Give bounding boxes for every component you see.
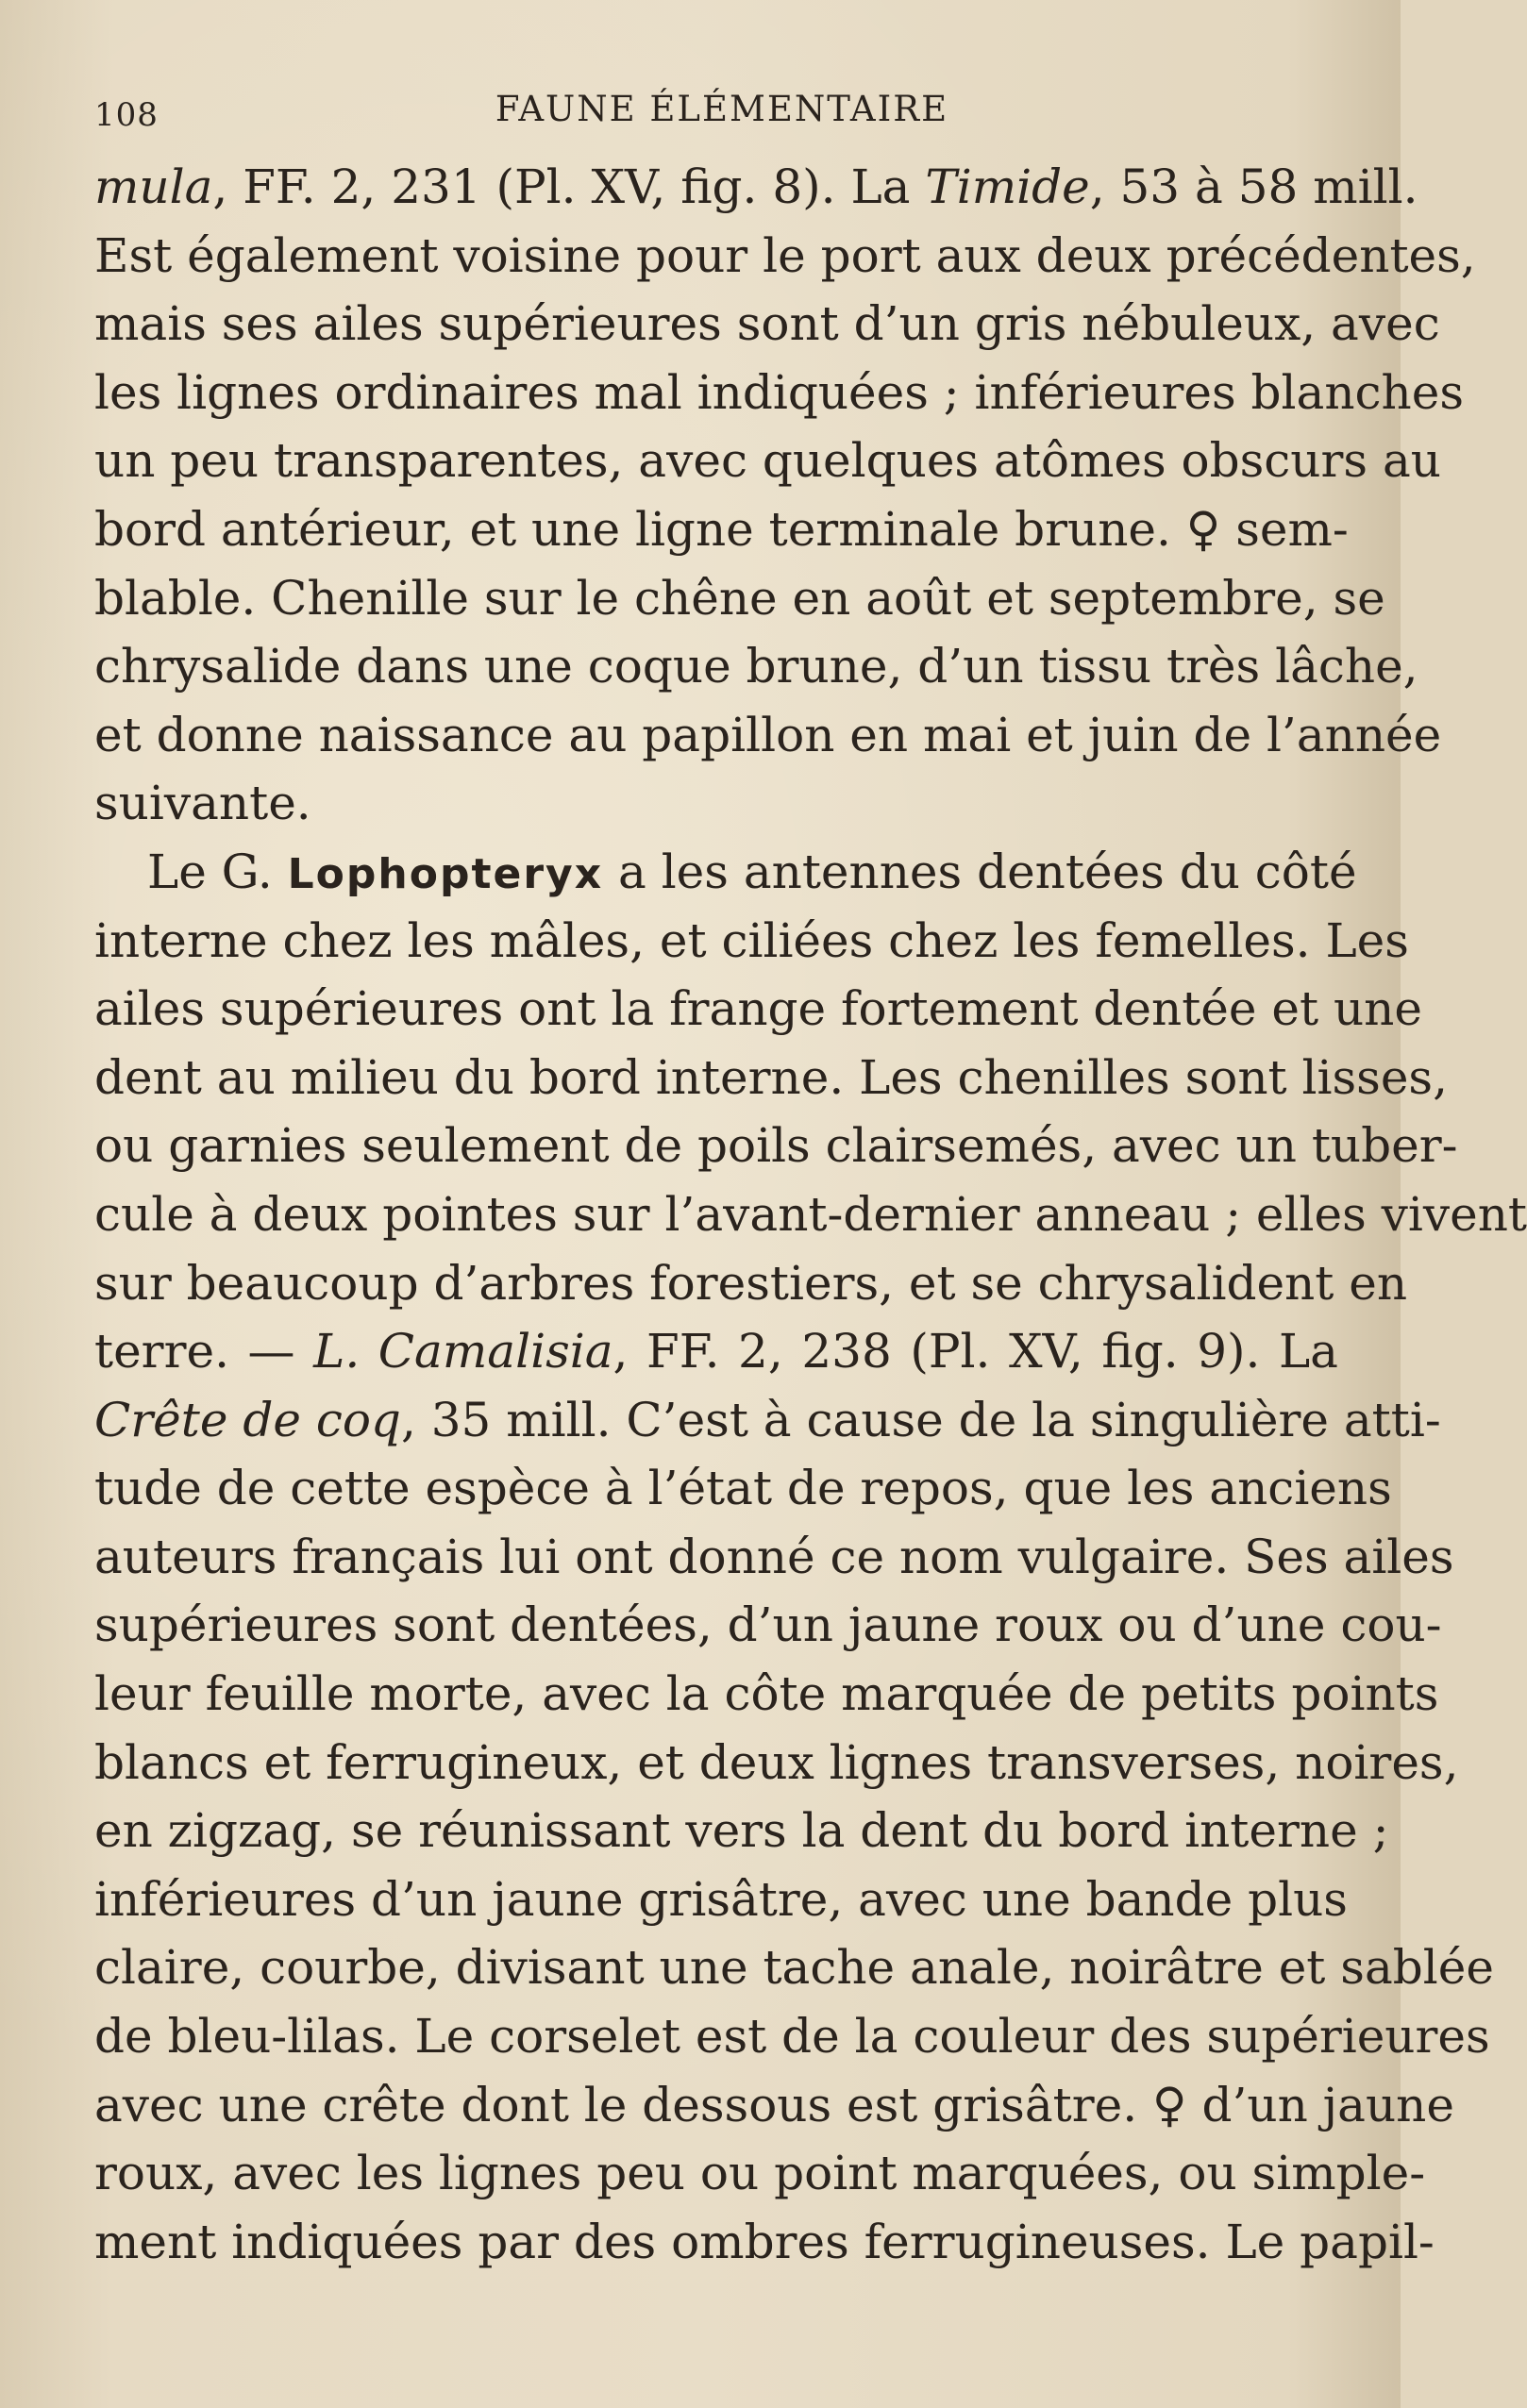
italic-term: mula bbox=[94, 159, 213, 214]
text-line: un peu transparentes, avec quelques atômes obscurs au bbox=[94, 433, 1441, 489]
text-line: les lignes ordinaires mal indiquées ; inférieures blanches bbox=[94, 364, 1464, 420]
text-line: claire, courbe, divisant une tache anale, noirâtre et sablée bbox=[94, 1940, 1494, 1996]
page-number: 108 bbox=[94, 96, 159, 134]
genus-name: Lophopteryx bbox=[287, 849, 604, 898]
text-line: inférieures d’un jaune grisâtre, avec une bande plus bbox=[94, 1871, 1348, 1927]
text-line: ailes supérieures ont la frange fortement dentée et une bbox=[94, 981, 1422, 1037]
text-line: en zigzag, se réunissant vers la dent du bord interne ; bbox=[94, 1803, 1389, 1859]
text-line: auteurs français lui ont donné ce nom vulgaire. Ses ailes bbox=[94, 1529, 1454, 1584]
text-line: sur beaucoup d’arbres forestiers, et se chrysalident en bbox=[94, 1255, 1408, 1311]
text-line: ou garnies seulement de poils clairsemés, avec un tuber- bbox=[94, 1118, 1458, 1174]
text-line: avec une crête dont le dessous est grisâtre. ♀ d’un jaune bbox=[94, 2077, 1454, 2132]
text-line: dent au milieu du bord interne. Les chenilles sont lisses, bbox=[94, 1049, 1448, 1105]
text-line: et donne naissance au papillon en mai et juin de l’année bbox=[94, 707, 1442, 762]
text-line: tude de cette espèce à l’état de repos, que les anciens bbox=[94, 1461, 1392, 1516]
text-line: interne chez les mâles, et ciliées chez les femelles. Les bbox=[94, 912, 1409, 968]
italic-species-name: L. Camalisia bbox=[313, 1324, 613, 1380]
text-line-paragraph-end: suivante. bbox=[94, 776, 311, 831]
text-line: leur feuille morte, avec la côte marquée de petits points bbox=[94, 1666, 1439, 1722]
text-line: chrysalide dans une coque brune, d’un tissu très lâche, bbox=[94, 639, 1418, 694]
body-text bbox=[94, 153, 1527, 2276]
text-line-paragraph-start: Le G. Lophopteryx a les antennes dentées du côté bbox=[147, 844, 1357, 899]
text-line: supérieures sont dentées, d’un jaune roux ou d’une cou- bbox=[94, 1597, 1442, 1653]
italic-common-name: Timide bbox=[925, 159, 1090, 214]
text-line: bord antérieur, et une ligne terminale brune. ♀ sem- bbox=[94, 501, 1349, 557]
text-line: mais ses ailes supérieures sont d’un gris nébuleux, avec bbox=[94, 296, 1440, 352]
text-line: roux, avec les lignes peu ou point marquées, ou simple- bbox=[94, 2146, 1426, 2201]
italic-common-name: Crête de coq bbox=[94, 1392, 401, 1447]
running-head bbox=[94, 83, 1350, 134]
text-line: ment indiquées par des ombres ferrugineuses. Le papil- bbox=[94, 2214, 1435, 2269]
text-line: mula, FF. 2, 231 (Pl. XV, fig. 8). La Timide, 53 à 58 mill. bbox=[94, 159, 1418, 214]
text-line: blancs et ferrugineux, et deux lignes transverses, noires, bbox=[94, 1734, 1459, 1790]
text-line: terre. — L. Camalisia, FF. 2, 238 (Pl. XV, fig. 9). La bbox=[94, 1324, 1338, 1380]
text-line: Crête de coq, 35 mill. C’est à cause de la singulière atti- bbox=[94, 1392, 1441, 1447]
text-line: cule à deux pointes sur l’avant-dernier anneau ; elles vivent bbox=[94, 1186, 1527, 1242]
text-line: Est également voisine pour le port aux deux précédentes, bbox=[94, 227, 1476, 283]
running-title: FAUNE ÉLÉMENTAIRE bbox=[495, 89, 949, 129]
text-line: blable. Chenille sur le chêne en août et septembre, se bbox=[94, 570, 1385, 626]
text-line: de bleu-lilas. Le corselet est de la couleur des supérieures bbox=[94, 2009, 1490, 2065]
